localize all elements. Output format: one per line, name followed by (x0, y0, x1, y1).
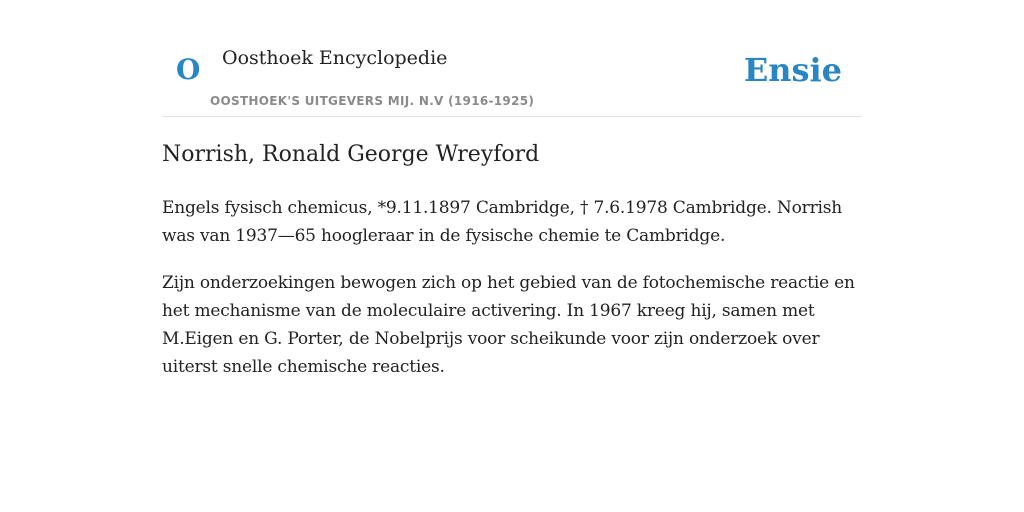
source-header (162, 0, 862, 117)
source-logo[interactable]: O (176, 53, 201, 86)
publisher-label: OOSTHOEK'S UITGEVERS MIJ. N.V (1916-1925) (210, 94, 535, 108)
ensie-brand-link[interactable]: Ensie (743, 51, 842, 89)
article-paragraph-2: Zijn onderzoekingen bewogen zich op het gebied van de fotochemische reactie en het mechanisme van de moleculaire activering. In 1967 kreeg hij, samen met M.Eigen en G. Porter, de Nobelprijs voor scheikunde voor zijn onderzoek over uiterst snelle chemische reacties. (162, 273, 855, 377)
article (162, 138, 862, 400)
source-title: Oosthoek Encyclopedie (222, 47, 448, 69)
article-title: Norrish, Ronald George Wreyford (162, 142, 540, 167)
article-paragraph-1: Engels fysisch chemicus, *9.11.1897 Cambridge, † 7.6.1978 Cambridge. Norrish was van 1937—65 hoogleraar in de fysische chemie te Cambridge. (162, 198, 842, 246)
